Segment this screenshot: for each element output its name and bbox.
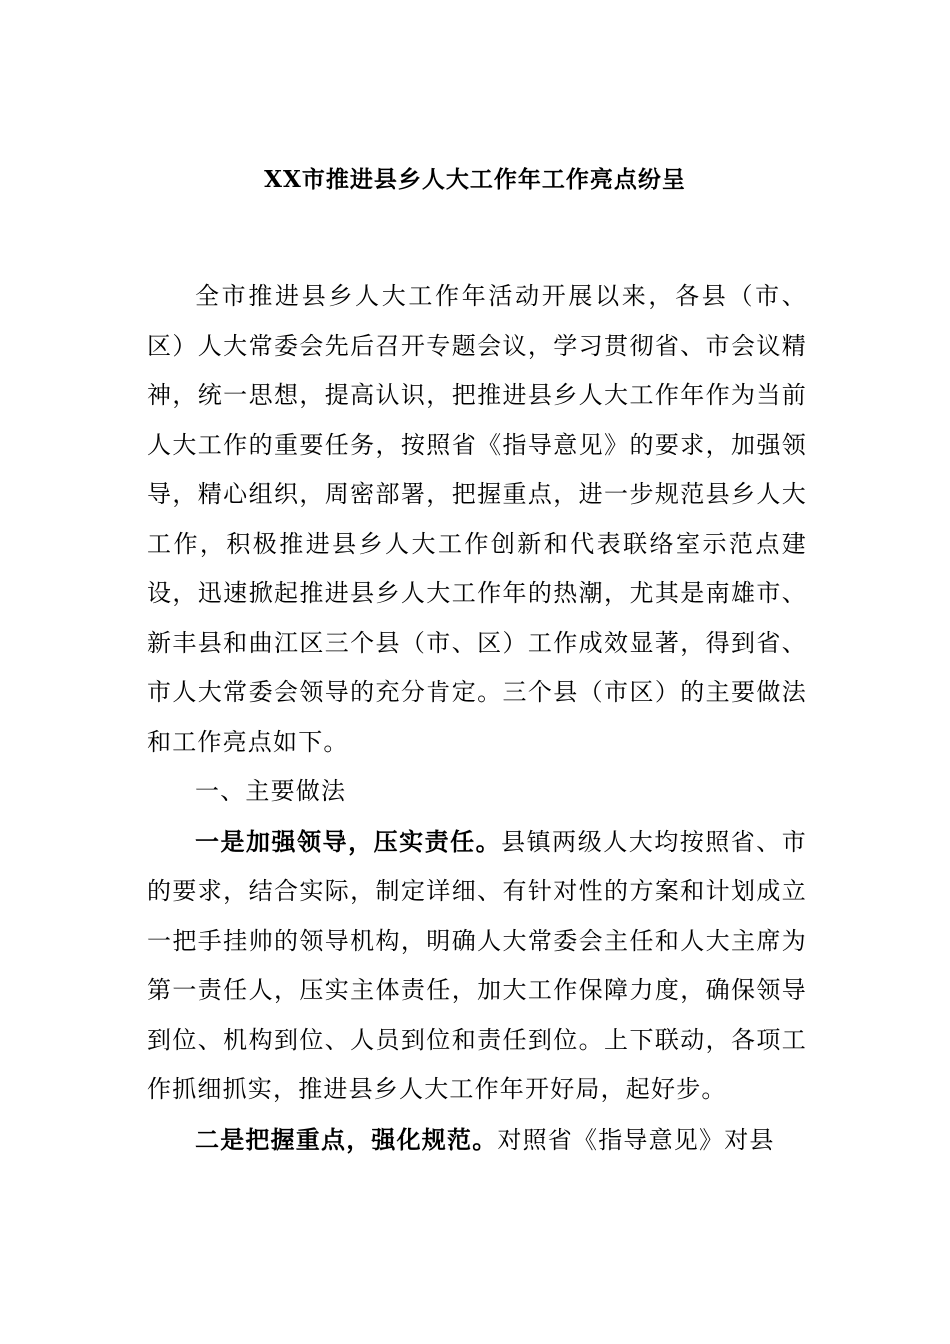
section-heading: 一、主要做法 [195, 777, 347, 805]
item-text-1: 县镇两级人大均按照省、市的要求，结合实际，制定详细、有针对性的方案和计划成立一把手挂帅的领导机构，明确人大常委会主任和人大主席为第一责任人，压实主体责任，加大工作保障力度，确保领导到位、机构到位、人员到位和责任到位。上下联动，各项工作抓细抓实，推进县乡人大工作年开好局，起好步。 [147, 827, 807, 1103]
intro-paragraph: 全市推进县乡人大工作年活动开展以来，各县（市、区）人大常委会先后召开专题会议，学习贯彻省、市会议精神，统一思想，提高认识，把推进县乡人大工作年作为当前人大工作的重要任务，按照省《指导意见》的要求，加强领导，精心组织，周密部署，把握重点，进一步规范县乡人大工作，积极推进县乡人大工作创新和代表联络室示范点建设，迅速掀起推进县乡人大工作年的热潮，尤其是南雄市、新丰县和曲江区三个县（市、区）工作成效显著，得到省、市人大常委会领导的充分肯定。三个县（市区）的主要做法和工作亮点如下。 [147, 282, 807, 756]
item-paragraph-1 [147, 817, 807, 1115]
document-title: XX市推进县乡人大工作年工作亮点纷呈 [264, 166, 686, 193]
item-paragraph-2 [147, 1115, 807, 1166]
item-lead-2: 二是把握重点，强化规范。 [195, 1124, 498, 1154]
item-text-2: 对照省《指导意见》对县 [497, 1125, 775, 1154]
item-lead-1: 一是加强领导，压实责任。 [195, 826, 502, 856]
document-body [147, 272, 807, 1165]
